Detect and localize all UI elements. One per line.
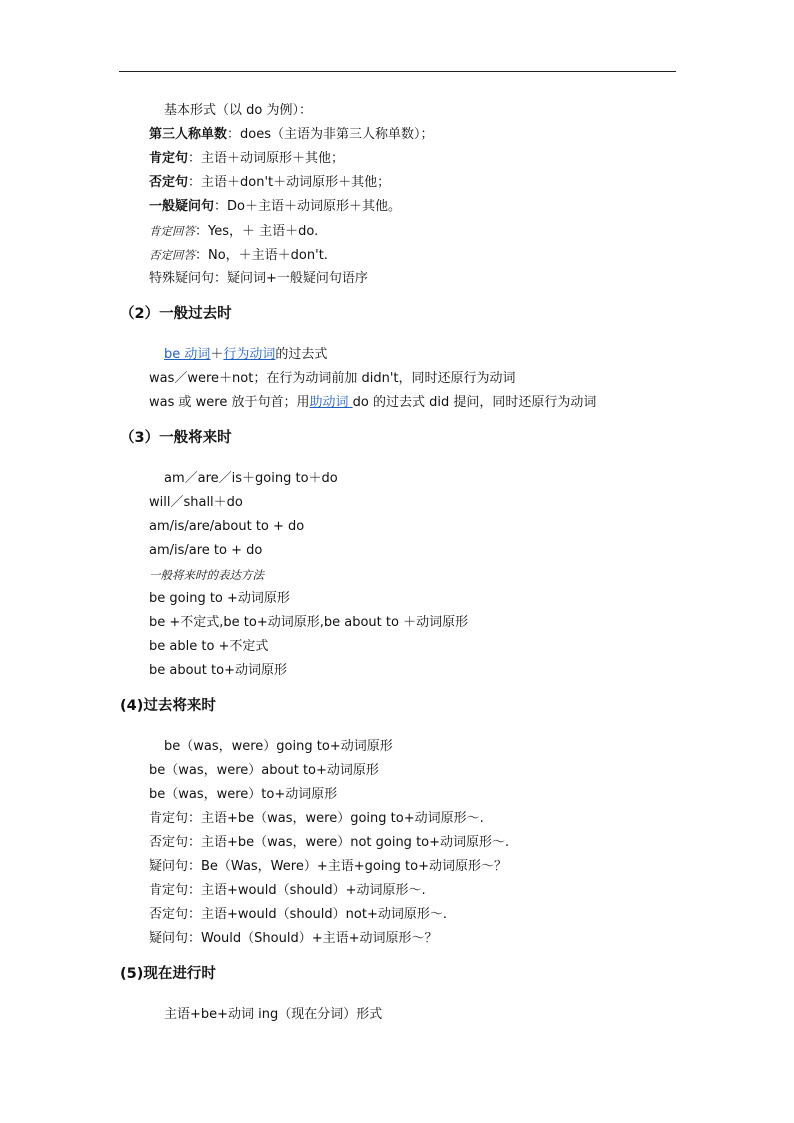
future-method: be +不定式,be to+动词原形,be about to ＋动词原形 xyxy=(149,615,469,630)
past-future-line: 否定句：主语+would（should）not+动词原形～. xyxy=(149,907,447,922)
past-future-line: 肯定句：主语+be（was，were）going to+动词原形～. xyxy=(149,811,484,826)
third-person-text: ：does（主语为非第三人称单数）； xyxy=(227,127,434,142)
question-label: 一般疑问句 xyxy=(149,199,215,214)
past-future-line: 疑问句：Would（Should）+主语+动词原形～？ xyxy=(149,931,438,946)
present-intro: 基本形式（以 do 为例）： xyxy=(164,103,312,118)
present-yes-answer xyxy=(149,223,318,240)
past-future-line: be（was，were）about to+动词原形 xyxy=(149,763,379,778)
past-future-line: 否定句：主语+be（was，were）not going to+动词原形～. xyxy=(149,835,510,850)
no-answer-text: ：No，＋主语＋don't. xyxy=(195,248,328,263)
past-line-1 xyxy=(164,347,327,363)
action-verb-link[interactable]: 行为动词 xyxy=(223,347,276,362)
present-progressive-heading: (5)现在进行时 xyxy=(120,966,216,982)
future-line: am／are／is＋going to＋do xyxy=(164,471,338,486)
past-future-line: 肯定句：主语+would（should）+动词原形～. xyxy=(149,883,426,898)
past-line-3-before: was 或 were 放于句首；用 xyxy=(149,395,310,410)
third-person-label: 第三人称单数 xyxy=(149,127,228,142)
present-third-person xyxy=(149,127,434,143)
future-line: will／shall＋do xyxy=(149,495,243,510)
question-text: ：Do＋主语＋动词原形＋其他。 xyxy=(214,199,401,214)
future-line: am/is/are/about to + do xyxy=(149,519,305,534)
past-heading: （2）一般过去时 xyxy=(120,306,232,322)
yes-answer-text: ：Yes，＋ 主语＋do. xyxy=(195,224,319,239)
future-method: be about to+动词原形 xyxy=(149,663,287,678)
present-special-question: 特殊疑问句：疑问词+一般疑问句语序 xyxy=(149,271,368,286)
negative-text: ：主语＋don't＋动词原形＋其他； xyxy=(188,175,391,190)
past-future-line: 疑问句：Be（Was，Were）+主语+going to+动词原形～？ xyxy=(149,859,507,874)
affirmative-label: 肯定句 xyxy=(149,151,189,166)
yes-answer-label: 肯定回答 xyxy=(149,224,195,238)
present-question xyxy=(149,199,401,215)
negative-label: 否定句 xyxy=(149,175,189,190)
past-line-3-after: do 的过去式 did 提问，同时还原行为动词 xyxy=(352,395,597,410)
past-plus: ＋ xyxy=(210,347,224,362)
be-verb-link[interactable]: be 动词 xyxy=(164,347,211,362)
past-line-2: was／were＋not；在行为动词前加 didn't，同时还原行为动词 xyxy=(149,371,516,386)
present-negative xyxy=(149,175,390,191)
present-affirmative xyxy=(149,151,344,167)
auxiliary-verb-link[interactable]: 助动词 xyxy=(309,395,353,410)
future-subheading: 一般将来时的表达方法 xyxy=(149,568,264,582)
future-method: be going to +动词原形 xyxy=(149,591,290,606)
past-line-3 xyxy=(149,395,596,411)
future-method: be able to +不定式 xyxy=(149,639,269,654)
future-line: am/is/are to + do xyxy=(149,543,263,558)
past-future-line: be（was，were）to+动词原形 xyxy=(149,787,338,802)
past-future-line: be（was，were）going to+动词原形 xyxy=(164,739,393,754)
affirmative-text: ：主语＋动词原形＋其他； xyxy=(188,151,345,166)
no-answer-label: 否定回答 xyxy=(149,248,195,262)
present-no-answer xyxy=(149,247,328,264)
header-rule xyxy=(119,71,676,72)
future-heading: （3）一般将来时 xyxy=(120,430,232,446)
past-future-heading: (4)过去将来时 xyxy=(120,698,216,714)
present-progressive-line: 主语+be+动词 ing（现在分词）形式 xyxy=(164,1007,383,1022)
past-line-1-rest: 的过去式 xyxy=(275,347,328,362)
